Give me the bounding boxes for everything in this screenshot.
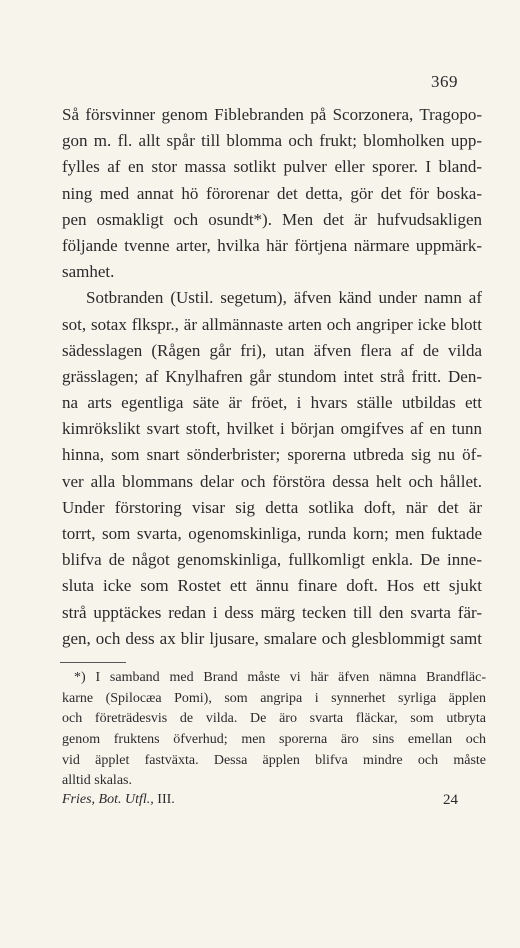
page-number: 369 <box>431 72 458 91</box>
text-line: Under förstoring visar sig detta sotlika doft, när det är <box>62 497 482 517</box>
text-line: fylles af en stor massa sotlikt pulver eller sporer. I bland- <box>62 157 482 177</box>
footnote-line: karne (Spilocæa Pomi), som angripa i synnerhet syrliga äpplen <box>62 690 486 706</box>
footnote-line: och företrädesvis de vilda. De äro svarta fläckar, som utbryta <box>62 711 486 727</box>
text-line: torrt, som svarta, ogenomskinliga, runda korn; men fuktade <box>62 524 482 543</box>
text-line: gon m. fl. allt spår till blomma och frukt; blomholken upp- <box>62 131 482 151</box>
text-line: ver alla blommans delar och förstöra dessa helt och hållet. <box>62 471 482 491</box>
footnote-line: *) I samband med Brand måste vi här äfven nämna Brandfläc- <box>74 670 486 685</box>
sheet-number: 24 <box>443 792 458 808</box>
footnote-line: vid äpplet fastväxta. Dessa äpplen blifva mindre och måste <box>62 752 486 768</box>
text-line: samhet. <box>62 262 115 282</box>
footnote <box>62 668 486 792</box>
signature-title: Fries, Bot. Utfl., <box>62 792 154 807</box>
text-line: grässlagen; af Knylhafren går stundom intet strå fritt. Den- <box>62 366 482 386</box>
footnote-line: genom fruktens öfverhud; men sporerna äro sins emellan och <box>62 732 486 748</box>
text-line: strå upptäckes redan i dess märg tecken till den svarta fär- <box>62 602 482 622</box>
signature-volume: III. <box>157 792 175 807</box>
text-line: sot, sotax flkspr., är allmännaste arten och angriper icke blott <box>62 314 482 334</box>
body-text <box>62 102 482 652</box>
text-line: kimrökslikt svart stoft, hvilket i början omgifves af en tunn <box>62 419 482 439</box>
printer-signature <box>62 792 175 808</box>
text-line: na arts egentliga säte är fröet, i hvars ställe utbildas ett <box>62 393 482 413</box>
text-line: ning med annat hö förorenar det detta, gör det för boska- <box>62 183 482 203</box>
text-line: sädesslagen (Rågen går fri), utan äfven flera af de vilda <box>62 340 482 360</box>
text-line: blifva de något genomskinliga, fullkomligt enkla. De inne- <box>62 550 482 570</box>
text-line: sluta icke som Rostet ett ännu finare doft. Hos ett sjukt <box>62 576 482 596</box>
text-line: följande tvenne arter, hvilka här förtjena närmare uppmärk- <box>62 235 482 255</box>
footnote-divider <box>60 662 126 663</box>
text-line: Sotbranden (Ustil. segetum), äfven känd under namn af <box>86 288 482 308</box>
text-line: gen, och dess ax blir ljusare, smalare och glesblommigt samt <box>62 628 482 648</box>
footnote-line: alltid skalas. <box>62 773 132 789</box>
text-line: pen osmakligt och osundt*). Men det är hufvudsakligen <box>62 209 482 229</box>
text-line: hinna, som snart sönderbrister; sporerna utbreda sig nu öf- <box>62 445 482 465</box>
text-line: Så försvinner genom Fiblebranden på Scorzonera, Tragopo- <box>62 105 482 124</box>
